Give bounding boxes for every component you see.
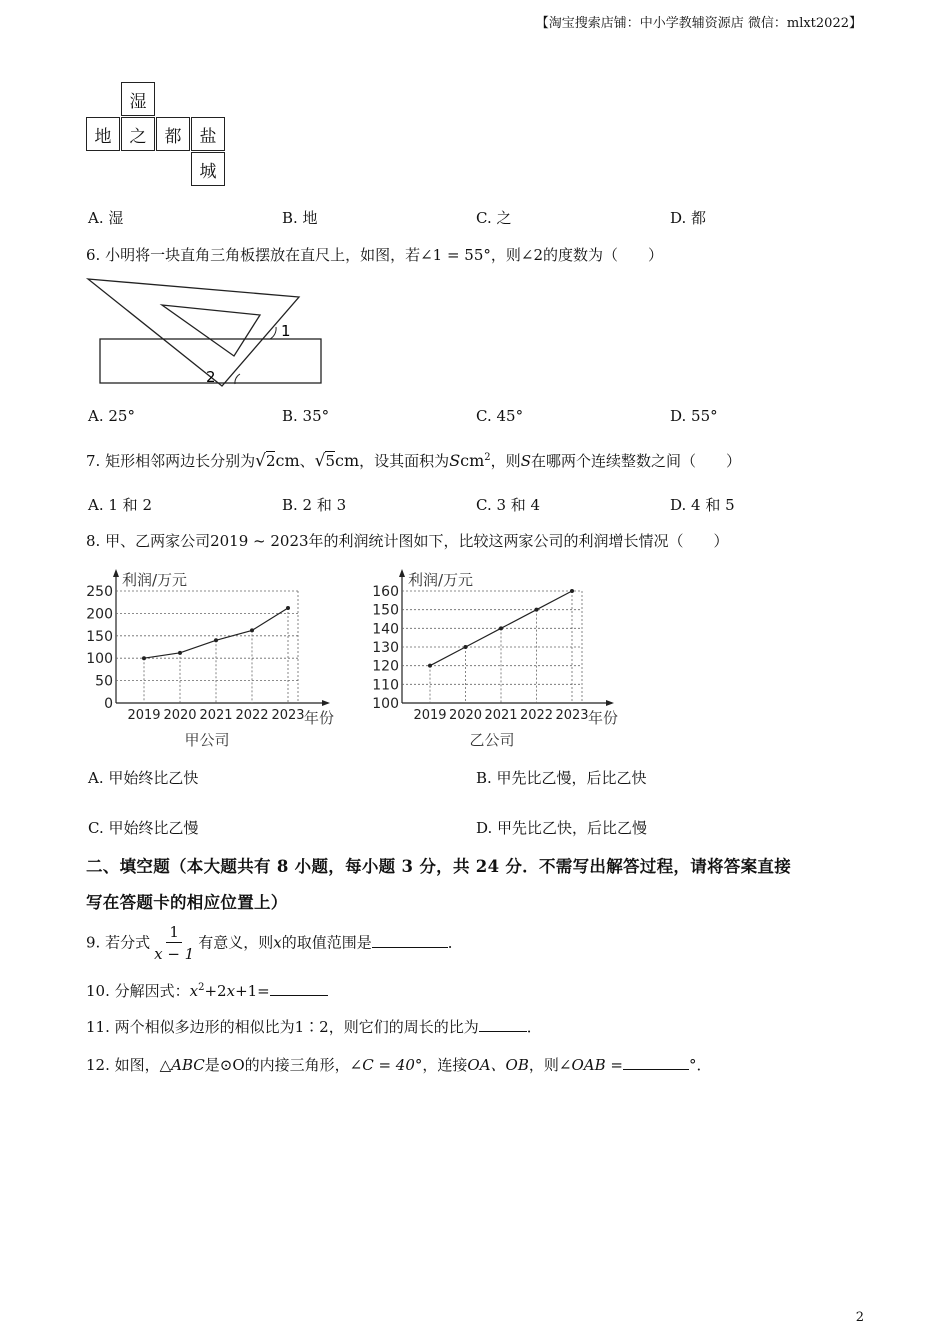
sqrt-symbol: √ — [255, 451, 266, 471]
y-tick-label: 100 — [372, 696, 399, 712]
chart-jia-company — [80, 565, 340, 755]
triangle-inner — [162, 305, 260, 356]
q5-option-b: B. 地 — [282, 209, 318, 227]
series-line — [144, 608, 288, 658]
section-2-heading-line1: 二、填空题（本大题共有 8 小题，每小题 3 分，共 24 分．不需写出解答过程，请将答案直接 — [86, 857, 791, 876]
q9-text: 9. 若分式 $\frac{1}{x - 1}$ 有意义，则x的取值范围是 ． — [86, 923, 463, 963]
data-point — [178, 651, 182, 655]
x-tick-label: 2022 — [235, 708, 269, 723]
x-tick-label: 2021 — [199, 708, 233, 723]
data-point — [464, 645, 468, 649]
y-tick-label: 130 — [372, 640, 399, 656]
q7-text: 7. 矩形相邻两边长分别为√2cm、√5cm，设其面积为Scm$^2$，则S在哪两个连续整数之间（ ） — [86, 451, 741, 471]
chart-title: 甲公司 — [184, 731, 230, 749]
chart-title: 乙公司 — [469, 731, 515, 749]
y-axis-label: 利润/万元 — [408, 571, 474, 589]
y-axis-arrow — [399, 569, 405, 577]
data-point — [250, 628, 254, 632]
data-point — [570, 589, 574, 593]
x-axis-label: 年份 — [304, 709, 335, 727]
angle-2-label: 2 — [206, 368, 216, 386]
q8-option-b: B. 甲先比乙慢，后比乙快 — [476, 769, 647, 787]
triangle-outer — [88, 279, 299, 386]
y-tick-label: 0 — [104, 696, 113, 712]
q11-text: 11. 两个相似多边形的相似比为1∶2，则它们的周长的比为 ． — [86, 1018, 542, 1036]
q8-option-c: C. 甲始终比乙慢 — [88, 819, 199, 837]
q5-option-d: D. 都 — [670, 209, 707, 227]
net-cell-bottom: 城 — [191, 152, 225, 186]
y-tick-label: 140 — [372, 621, 399, 638]
page-header: 【淘宝搜索店铺：中小学教辅资源店 微信：mlxt2022】 — [535, 16, 862, 31]
angle-1-label: 1 — [281, 322, 291, 340]
q6-option-b: B. 35° — [282, 407, 330, 425]
page-number: 2 — [855, 1310, 864, 1325]
cube-net-figure — [86, 82, 246, 192]
q8-option-d: D. 甲先比乙快，后比乙慢 — [476, 819, 648, 837]
q8-option-a: A. 甲始终比乙快 — [88, 769, 199, 787]
x-tick-label: 2023 — [555, 708, 589, 723]
section-2-heading-line2: 写在答题卡的相应位置上） — [86, 893, 288, 912]
y-tick-label: 50 — [95, 673, 113, 690]
x-tick-label: 2019 — [413, 708, 447, 723]
x-tick-label: 2020 — [448, 708, 483, 723]
y-tick-label: 250 — [86, 584, 113, 600]
q6-option-c: C. 45° — [476, 407, 524, 425]
net-cell: 盐 — [191, 117, 225, 151]
x-tick-label: 2021 — [484, 708, 518, 723]
q5-option-a: A. 湿 — [88, 209, 124, 227]
q6-option-d: D. 55° — [670, 407, 718, 425]
net-cell: 之 — [121, 117, 155, 151]
q7-option-d: D. 4 和 5 — [670, 496, 735, 514]
net-cell-top: 湿 — [121, 82, 155, 116]
x-axis-label: 年份 — [588, 709, 619, 727]
x-tick-label: 2022 — [519, 708, 554, 723]
x-tick-label: 2019 — [127, 708, 161, 723]
sqrt-symbol: √ — [314, 451, 326, 471]
data-point — [535, 608, 539, 612]
data-point — [214, 638, 218, 642]
data-point — [428, 664, 432, 668]
ruler-triangle-figure — [84, 276, 334, 388]
y-tick-label: 110 — [372, 677, 399, 694]
q6-text: 6. 小明将一块直角三角板摆放在直尺上，如图，若∠1 = 55°，则∠2的度数为（ ） — [86, 246, 663, 264]
q7-option-c: C. 3 和 4 — [476, 496, 541, 514]
x-axis-arrow — [322, 700, 330, 706]
x-axis-arrow — [606, 700, 614, 706]
q5-option-c: C. 之 — [476, 209, 512, 227]
answer-blank — [623, 1055, 689, 1070]
q7-option-b: B. 2 和 3 — [282, 496, 347, 514]
y-axis-label: 利润/万元 — [122, 571, 188, 589]
q10-text: 10. 分解因式：$x^2+2x+1=$ — [86, 980, 328, 1001]
y-tick-label: 160 — [372, 584, 399, 600]
y-tick-label: 150 — [372, 602, 399, 619]
fraction: $\frac{1}{x - 1}$ — [154, 923, 195, 963]
y-tick-label: 100 — [86, 651, 113, 668]
net-cell: 都 — [156, 117, 190, 151]
answer-blank — [270, 981, 328, 996]
q12-text: 12. 如图，△ABC是⊙O的内接三角形，∠C = 40°，连接OA、OB，则∠OAB = °． — [86, 1056, 712, 1074]
answer-blank — [479, 1017, 527, 1032]
q6-option-a: A. 25° — [88, 407, 135, 425]
y-tick-label: 200 — [86, 606, 113, 623]
data-point — [142, 656, 146, 660]
q7-option-a: A. 1 和 2 — [88, 496, 152, 514]
x-tick-label: 2020 — [163, 708, 197, 723]
data-point — [286, 606, 290, 610]
y-axis-arrow — [113, 569, 119, 577]
q8-text: 8. 甲、乙两家公司2019 ~ 2023年的利润统计图如下，比较这两家公司的利润增长情况（ ） — [86, 532, 729, 550]
data-point — [499, 626, 503, 630]
y-tick-label: 150 — [86, 628, 113, 645]
answer-blank — [372, 933, 448, 948]
x-tick-label: 2023 — [271, 708, 305, 723]
y-tick-label: 120 — [372, 658, 399, 675]
net-cell: 地 — [86, 117, 120, 151]
chart-yi-company — [360, 565, 640, 755]
